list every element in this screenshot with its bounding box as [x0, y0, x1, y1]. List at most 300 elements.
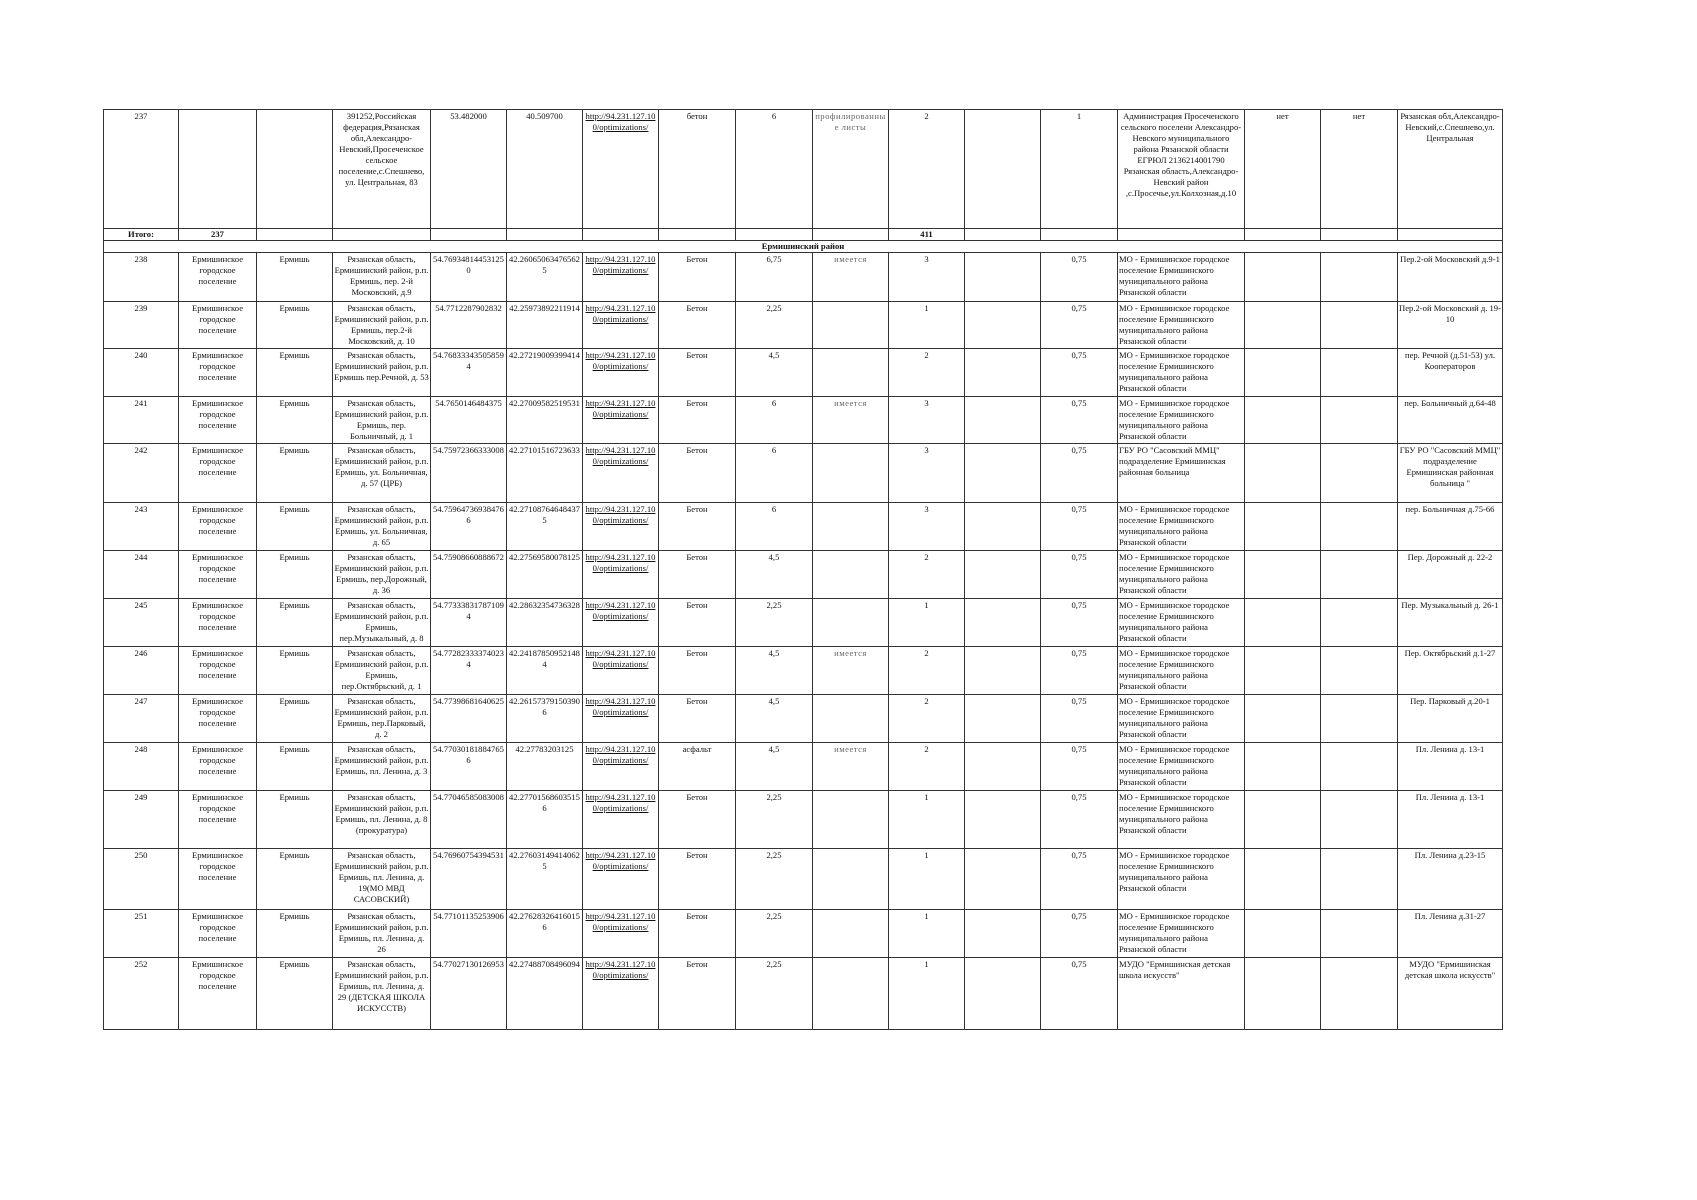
cell-locality: Ермишь [257, 503, 333, 551]
table-row [104, 743, 1503, 791]
cell-volume: 0,75 [1041, 302, 1118, 349]
cell-owner: МО - Ермишинское городское поселение Ермишинского муниципального района Рязанской области [1118, 503, 1245, 551]
cell-address: Рязанская область, Ермишинский район, р.п. Ермишь, пл. Ленина, д. 8 (прокуратура) [333, 791, 431, 849]
cell-cover [813, 695, 889, 743]
cell-locality: Ермишь [257, 743, 333, 791]
cell-flag-a [1245, 397, 1321, 444]
cell-volume: 0,75 [1041, 349, 1118, 397]
cell-owner: МО - Ермишинское городское поселение Ермишинского муниципального района Рязанской области [1118, 743, 1245, 791]
cell-area: 4,5 [736, 743, 813, 791]
cell-flag-b [1321, 849, 1398, 910]
cell-flag-a [1245, 958, 1321, 1030]
totals-row [104, 229, 1503, 241]
cell-volume: 0,75 [1041, 551, 1118, 599]
cell-row-number: 250 [104, 849, 179, 910]
table-row [104, 110, 1503, 229]
cell-area: 6 [736, 110, 813, 229]
cell-container-count: 1 [889, 958, 965, 1030]
cell-locality [257, 110, 333, 229]
cell-locality: Ермишь [257, 849, 333, 910]
cell-sources: пер. Больничный д.64-48 [1398, 397, 1503, 444]
cell-container-count: 2 [889, 551, 965, 599]
cell-flag-b [1321, 302, 1398, 349]
cell-address: Рязанская область, Ермишинский район, р.п. Ермишь, ул. Больничная, д. 65 [333, 503, 431, 551]
cell-flag-a: нет [1245, 110, 1321, 229]
cell-map-link [583, 958, 659, 1030]
cell-surface: Бетон [659, 302, 736, 349]
table-row [104, 253, 1503, 302]
cell-settlement: Ермишинское городское поселение [179, 910, 257, 958]
cell-blank [965, 302, 1041, 349]
cell-latitude: 54.75972366333008 [431, 444, 507, 503]
cell-address: Рязанская область, Ермишинский район, р.п. Ермишь, пер. Больничный, д. 1 [333, 397, 431, 444]
cell-settlement [179, 110, 257, 229]
cell-map-link [583, 599, 659, 647]
cell-container-count: 2 [889, 743, 965, 791]
cell-address: Рязанская область, Ермишинский район, р.п. Ермишь, пер.Парковый, д. 2 [333, 695, 431, 743]
cell-container-count: 2 [889, 349, 965, 397]
cell-map-link [583, 743, 659, 791]
cell-flag-a [1245, 503, 1321, 551]
cell-owner: МО - Ермишинское городское поселение Ермишинского муниципального района Рязанской области [1118, 695, 1245, 743]
cell-longitude: 42.27569580078125 [507, 551, 583, 599]
cell-row-number: 240 [104, 349, 179, 397]
totals-empty-cell [1118, 229, 1245, 241]
cell-surface: асфальт [659, 743, 736, 791]
cell-cover: имеется [813, 253, 889, 302]
cell-sources: МУДО "Ермишинская детская школа искусств" [1398, 958, 1503, 1030]
cell-address: Рязанская область, Ермишинский район, р.п. Ермишь, пер.Дорожный, д. 36 [333, 551, 431, 599]
cell-latitude: 54.759647369384766 [431, 503, 507, 551]
table-row [104, 647, 1503, 695]
cell-surface: Бетон [659, 910, 736, 958]
totals-empty-cell [813, 229, 889, 241]
cell-locality: Ермишь [257, 695, 333, 743]
cell-row-number: 251 [104, 910, 179, 958]
cell-flag-b [1321, 397, 1398, 444]
cell-row-number: 252 [104, 958, 179, 1030]
cell-container-count: 3 [889, 503, 965, 551]
cell-cover [813, 444, 889, 503]
cell-latitude: 54.7712287902832 [431, 302, 507, 349]
cell-flag-a [1245, 349, 1321, 397]
cell-flag-b [1321, 910, 1398, 958]
cell-settlement: Ермишинское городское поселение [179, 958, 257, 1030]
cell-address: Рязанская область, Ермишинский район, р.п. Ермишь, пл. Ленина, д. 26 [333, 910, 431, 958]
cell-flag-b [1321, 791, 1398, 849]
cell-settlement: Ермишинское городское поселение [179, 791, 257, 849]
cell-surface: Бетон [659, 349, 736, 397]
map-link[interactable]: http://94.231.127.100/optimizations/ [585, 792, 656, 813]
cell-sources: Пл. Ленина д. 13-1 [1398, 743, 1503, 791]
cell-container-count: 1 [889, 791, 965, 849]
cell-owner: МО - Ермишинское городское поселение Ермишинского муниципального района Рязанской области [1118, 791, 1245, 849]
table-row [104, 958, 1503, 1030]
map-link[interactable]: http://94.231.127.100/optimizations/ [585, 959, 656, 980]
cell-owner: МО - Ермишинское городское поселение Ермишинского муниципального района Рязанской области [1118, 647, 1245, 695]
cell-map-link [583, 791, 659, 849]
cell-map-link [583, 444, 659, 503]
map-link[interactable]: http://94.231.127.100/optimizations/ [585, 696, 656, 717]
cell-blank [965, 253, 1041, 302]
cell-settlement: Ермишинское городское поселение [179, 503, 257, 551]
table-row [104, 302, 1503, 349]
cell-latitude: 54.77027130126953 [431, 958, 507, 1030]
totals-count: 237 [179, 229, 257, 241]
cell-map-link [583, 302, 659, 349]
table-body [104, 110, 1503, 1030]
cell-locality: Ермишь [257, 599, 333, 647]
table-row [104, 695, 1503, 743]
cell-cover: имеется [813, 397, 889, 444]
cell-longitude: 42.241878509521484 [507, 647, 583, 695]
cell-cover [813, 349, 889, 397]
cell-address: Рязанская область, Ермишинский район, р.п. Ермишь, ул. Больничная, д. 57 (ЦРБ) [333, 444, 431, 503]
cell-map-link [583, 647, 659, 695]
cell-volume: 0,75 [1041, 444, 1118, 503]
cell-address: Рязанская область, Ермишинский район, р.п. Ермишь, пл. Ленина, д. 3 [333, 743, 431, 791]
cell-row-number: 238 [104, 253, 179, 302]
cell-locality: Ермишь [257, 647, 333, 695]
cell-locality: Ермишь [257, 253, 333, 302]
map-link[interactable]: http://94.231.127.100/optimizations/ [585, 911, 656, 932]
cell-owner: МО - Ермишинское городское поселение Ермишинского муниципального района Рязанской области [1118, 302, 1245, 349]
cell-address: Рязанская область, Ермишинский район, р.п. Ермишь, пл. Ленина, д. 29 (ДЕТСКАЯ ШКОЛА ИСКУССТВ) [333, 958, 431, 1030]
cell-surface: Бетон [659, 958, 736, 1030]
cell-longitude: 42.27488708496094 [507, 958, 583, 1030]
cell-flag-b [1321, 743, 1398, 791]
cell-surface: Бетон [659, 253, 736, 302]
table-row [104, 791, 1503, 849]
cell-sources: Пер.2-ой Московский д.9-1 [1398, 253, 1503, 302]
cell-longitude: 42.27219009399414 [507, 349, 583, 397]
cell-longitude: 42.276283264160156 [507, 910, 583, 958]
cell-blank [965, 503, 1041, 551]
cell-flag-b: нет [1321, 110, 1398, 229]
map-link[interactable]: http://94.231.127.100/optimizations/ [585, 111, 656, 132]
cell-container-count: 1 [889, 599, 965, 647]
map-link[interactable]: http://94.231.127.100/optimizations/ [585, 504, 656, 525]
cell-longitude: 42.277015686035156 [507, 791, 583, 849]
cell-volume: 0,75 [1041, 253, 1118, 302]
table-row [104, 444, 1503, 503]
cell-address: Рязанская область, Ермишинский район, р.п. Ермишь пер.Речной, д. 53 [333, 349, 431, 397]
cell-locality: Ермишь [257, 958, 333, 1030]
cell-surface: Бетон [659, 849, 736, 910]
cell-settlement: Ермишинское городское поселение [179, 647, 257, 695]
cell-sources: Пер. Октябрьский д.1-27 [1398, 647, 1503, 695]
cell-map-link [583, 349, 659, 397]
cell-cover [813, 791, 889, 849]
table-row [104, 599, 1503, 647]
cell-settlement: Ермишинское городское поселение [179, 551, 257, 599]
cell-sources: Пер.2-ой Московский д. 19-10 [1398, 302, 1503, 349]
cell-row-number: 249 [104, 791, 179, 849]
cell-cover [813, 302, 889, 349]
cell-area: 2,25 [736, 958, 813, 1030]
cell-sources: Пл. Ленина д.23-15 [1398, 849, 1503, 910]
cell-container-count: 3 [889, 397, 965, 444]
cell-flag-a [1245, 849, 1321, 910]
cell-settlement: Ермишинское городское поселение [179, 397, 257, 444]
map-link[interactable]: http://94.231.127.100/optimizations/ [585, 600, 656, 621]
cell-locality: Ермишь [257, 302, 333, 349]
cell-volume: 0,75 [1041, 503, 1118, 551]
cell-sources: Пер. Музыкальный д. 26-1 [1398, 599, 1503, 647]
cell-owner: Администрация Просеченского сельского поселени Александро-Невского муниципального района Рязанской области ЕГРЮЛ 2136214001790 Рязанская область,Александро-Невский район ,с.Просечье,ул.Колхозная,д.10 [1118, 110, 1245, 229]
cell-sources: Пл. Ленина д.31-27 [1398, 910, 1503, 958]
cell-row-number: 246 [104, 647, 179, 695]
cell-owner: МО - Ермишинское городское поселение Ермишинского муниципального района Рязанской области [1118, 551, 1245, 599]
totals-sum: 411 [889, 229, 965, 241]
map-link[interactable]: http://94.231.127.100/optimizations/ [585, 350, 656, 371]
cell-locality: Ермишь [257, 397, 333, 444]
cell-container-count: 1 [889, 849, 965, 910]
cell-settlement: Ермишинское городское поселение [179, 444, 257, 503]
cell-settlement: Ермишинское городское поселение [179, 599, 257, 647]
cell-flag-a [1245, 551, 1321, 599]
cell-blank [965, 958, 1041, 1030]
table-row [104, 849, 1503, 910]
cell-volume: 0,75 [1041, 791, 1118, 849]
map-link[interactable]: http://94.231.127.100/optimizations/ [585, 254, 656, 275]
cell-address: Рязанская область, Ермишинский район, р.п. Ермишь, пер.Октябрьский, д. 1 [333, 647, 431, 695]
cell-cover [813, 849, 889, 910]
cell-cover: имеется [813, 647, 889, 695]
cell-owner: МУДО "Ермишинская детская школа искусств" [1118, 958, 1245, 1030]
cell-surface: Бетон [659, 503, 736, 551]
cell-container-count: 3 [889, 444, 965, 503]
cell-latitude: 54.77046585083008 [431, 791, 507, 849]
cell-cover [813, 958, 889, 1030]
cell-address: Рязанская область, Ермишинский район, р.п. Ермишь, пер.Музыкальный, д. 8 [333, 599, 431, 647]
cell-latitude: 54.769348144531250 [431, 253, 507, 302]
cell-sources: Пер. Парковый д.20-1 [1398, 695, 1503, 743]
cell-surface: Бетон [659, 599, 736, 647]
cell-blank [965, 599, 1041, 647]
totals-empty-cell [659, 229, 736, 241]
cell-map-link [583, 695, 659, 743]
totals-empty-cell [965, 229, 1041, 241]
cell-locality: Ермишь [257, 551, 333, 599]
totals-empty-cell [1398, 229, 1503, 241]
cell-locality: Ермишь [257, 910, 333, 958]
cell-volume: 0,75 [1041, 397, 1118, 444]
cell-blank [965, 910, 1041, 958]
cell-area: 4,5 [736, 695, 813, 743]
totals-empty-cell [736, 229, 813, 241]
totals-empty-cell [507, 229, 583, 241]
cell-blank [965, 791, 1041, 849]
cell-sources: пер. Речной (д.51-53) ул. Кооператоров [1398, 349, 1503, 397]
table-row [104, 397, 1503, 444]
cell-container-count: 1 [889, 302, 965, 349]
cell-locality: Ермишь [257, 349, 333, 397]
totals-empty-cell [1245, 229, 1321, 241]
cell-latitude: 54.772823333740234 [431, 647, 507, 695]
cell-container-count: 2 [889, 647, 965, 695]
cell-locality: Ермишь [257, 444, 333, 503]
cell-flag-b [1321, 349, 1398, 397]
cell-area: 6 [736, 397, 813, 444]
cell-blank [965, 349, 1041, 397]
cell-flag-a [1245, 695, 1321, 743]
cell-area: 2,25 [736, 791, 813, 849]
cell-surface: Бетон [659, 647, 736, 695]
cell-volume: 0,75 [1041, 743, 1118, 791]
cell-area: 6 [736, 503, 813, 551]
cell-longitude: 42.260650634765625 [507, 253, 583, 302]
cell-area: 2,25 [736, 849, 813, 910]
cell-flag-b [1321, 444, 1398, 503]
cell-settlement: Ермишинское городское поселение [179, 349, 257, 397]
cell-map-link [583, 910, 659, 958]
cell-surface: Бетон [659, 791, 736, 849]
cell-latitude: 53.482000 [431, 110, 507, 229]
cell-longitude: 42.261573791503906 [507, 695, 583, 743]
cell-latitude: 54.7650146484375 [431, 397, 507, 444]
cell-settlement: Ермишинское городское поселение [179, 695, 257, 743]
cell-locality: Ермишь [257, 791, 333, 849]
cell-blank [965, 849, 1041, 910]
cell-container-count: 2 [889, 110, 965, 229]
cell-latitude: 54.75908660888672 [431, 551, 507, 599]
cell-area: 2,25 [736, 910, 813, 958]
cell-longitude: 42.271087646484375 [507, 503, 583, 551]
cell-longitude: 42.276031494140625 [507, 849, 583, 910]
cell-surface: бетон [659, 110, 736, 229]
cell-latitude: 54.77398681640625 [431, 695, 507, 743]
totals-empty-cell [1041, 229, 1118, 241]
cell-volume: 0,75 [1041, 647, 1118, 695]
cell-settlement: Ермишинское городское поселение [179, 253, 257, 302]
cell-volume: 0,75 [1041, 695, 1118, 743]
cell-surface: Бетон [659, 397, 736, 444]
map-link[interactable]: http://94.231.127.100/optimizations/ [585, 398, 656, 419]
cell-row-number: 237 [104, 110, 179, 229]
cell-volume: 0,75 [1041, 958, 1118, 1030]
cell-row-number: 243 [104, 503, 179, 551]
cell-address: 391252,Российская федерация,Рязанская обл,Александро-Невский,Просеченское сельское поселение,с.Спешнево, ул. Центральная, 83 [333, 110, 431, 229]
cell-volume: 0,75 [1041, 849, 1118, 910]
cell-owner: МО - Ермишинское городское поселение Ермишинского муниципального района Рязанской области [1118, 849, 1245, 910]
cell-flag-b [1321, 695, 1398, 743]
cell-row-number: 245 [104, 599, 179, 647]
cell-surface: Бетон [659, 444, 736, 503]
cell-flag-a [1245, 647, 1321, 695]
cell-flag-a [1245, 444, 1321, 503]
cell-area: 2,25 [736, 302, 813, 349]
map-link[interactable]: http://94.231.127.100/optimizations/ [585, 648, 656, 669]
cell-row-number: 247 [104, 695, 179, 743]
district-header: Ермишинский район [104, 241, 1503, 253]
district-header-row [104, 241, 1503, 253]
totals-empty-cell [333, 229, 431, 241]
cell-owner: МО - Ермишинское городское поселение Ермишинского муниципального района Рязанской области [1118, 397, 1245, 444]
cell-latitude: 54.773338317871094 [431, 599, 507, 647]
cell-flag-b [1321, 551, 1398, 599]
cell-container-count: 3 [889, 253, 965, 302]
cell-longitude: 42.25973892211914 [507, 302, 583, 349]
cell-surface: Бетон [659, 695, 736, 743]
cell-blank [965, 695, 1041, 743]
cell-latitude: 54.76960754394531 [431, 849, 507, 910]
cell-longitude: 40.509700 [507, 110, 583, 229]
cell-latitude: 54.768333435058594 [431, 349, 507, 397]
map-link[interactable]: http://94.231.127.100/optimizations/ [585, 552, 656, 573]
cell-volume: 1 [1041, 110, 1118, 229]
registry-table [103, 109, 1503, 1030]
cell-longitude: 42.27009582519531 [507, 397, 583, 444]
totals-empty-cell [431, 229, 507, 241]
cell-area: 4,5 [736, 349, 813, 397]
cell-owner: МО - Ермишинское городское поселение Ермишинского муниципального района Рязанской области [1118, 910, 1245, 958]
cell-area: 2,25 [736, 599, 813, 647]
cell-latitude: 54.77101135253906 [431, 910, 507, 958]
cell-flag-a [1245, 791, 1321, 849]
cell-sources: Пер. Дорожный д. 22-2 [1398, 551, 1503, 599]
cell-owner: МО - Ермишинское городское поселение Ермишинского муниципального района Рязанской области [1118, 599, 1245, 647]
cell-map-link [583, 503, 659, 551]
cell-container-count: 1 [889, 910, 965, 958]
cell-latitude: 54.770301818847656 [431, 743, 507, 791]
cell-flag-b [1321, 647, 1398, 695]
cell-address: Рязанская область, Ермишинский район, р.п. Ермишь, пер. 2-й Московский, д.9 [333, 253, 431, 302]
cell-sources: Рязанская обл,Александро-Невский,с.Спешнево,ул. Центральная [1398, 110, 1503, 229]
table-row [104, 349, 1503, 397]
cell-map-link [583, 849, 659, 910]
cell-volume: 0,75 [1041, 910, 1118, 958]
cell-cover [813, 551, 889, 599]
cell-flag-a [1245, 253, 1321, 302]
cell-cover: профилированные листы [813, 110, 889, 229]
map-link[interactable]: http://94.231.127.100/optimizations/ [585, 744, 656, 765]
cell-cover [813, 599, 889, 647]
cell-owner: МО - Ермишинское городское поселение Ермишинского муниципального района Рязанской области [1118, 253, 1245, 302]
totals-empty-cell [583, 229, 659, 241]
map-link[interactable]: http://94.231.127.100/optimizations/ [585, 445, 656, 466]
cell-map-link [583, 253, 659, 302]
cell-longitude: 42.27101516723633 [507, 444, 583, 503]
cell-sources: Пл. Ленина д. 13-1 [1398, 791, 1503, 849]
cell-map-link [583, 551, 659, 599]
map-link[interactable]: http://94.231.127.100/optimizations/ [585, 303, 656, 324]
map-link[interactable]: http://94.231.127.100/optimizations/ [585, 850, 656, 871]
cell-row-number: 239 [104, 302, 179, 349]
cell-address: Рязанская область, Ермишинский район, р.п. Ермишь, пер.2-й Московский, д. 10 [333, 302, 431, 349]
cell-blank [965, 743, 1041, 791]
cell-flag-b [1321, 503, 1398, 551]
cell-sources: ГБУ РО "Сасовский ММЦ" подразделение Ермишинская районная больница " [1398, 444, 1503, 503]
cell-flag-a [1245, 599, 1321, 647]
cell-address: Рязанская область, Ермишинский район, р.п. Ермишь, пл. Ленина, д. 19(МО МВД САСОВСКИЙ) [333, 849, 431, 910]
cell-row-number: 241 [104, 397, 179, 444]
cell-cover: имеется [813, 743, 889, 791]
cell-blank [965, 110, 1041, 229]
table-row [104, 503, 1503, 551]
cell-sources: пер. Больничная д.75-66 [1398, 503, 1503, 551]
cell-row-number: 242 [104, 444, 179, 503]
cell-longitude: 42.28632354736328 [507, 599, 583, 647]
cell-settlement: Ермишинское городское поселение [179, 743, 257, 791]
cell-map-link [583, 110, 659, 229]
cell-cover [813, 503, 889, 551]
totals-empty-cell [257, 229, 333, 241]
cell-blank [965, 444, 1041, 503]
cell-owner: МО - Ермишинское городское поселение Ермишинского муниципального района Рязанской области [1118, 349, 1245, 397]
cell-blank [965, 551, 1041, 599]
cell-longitude: 42.27783203125 [507, 743, 583, 791]
